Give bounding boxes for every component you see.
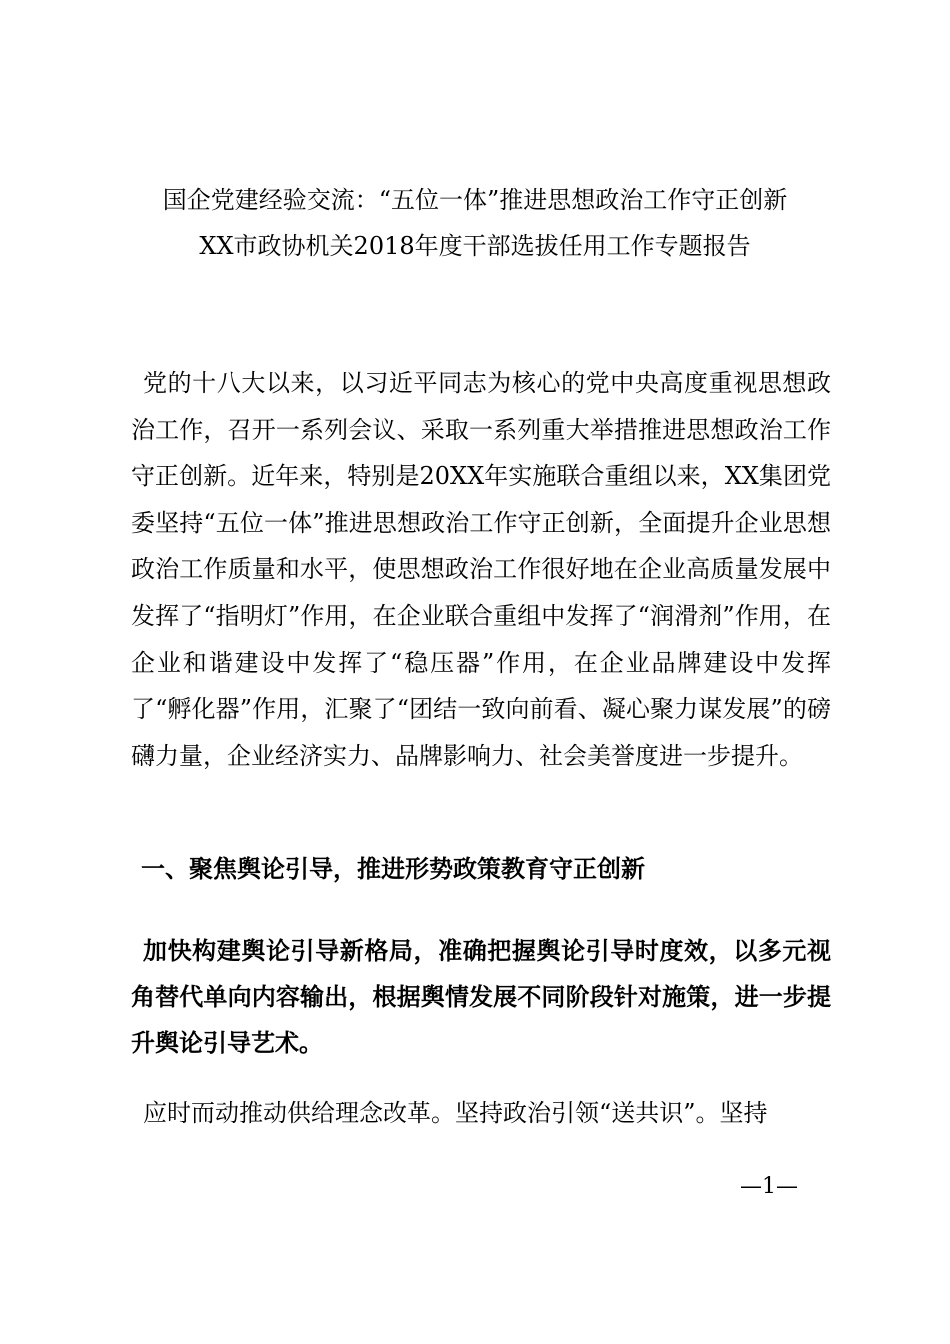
document-title-line-1: 国企党建经验交流：“五位一体”推进思想政治工作守正创新 — [162, 186, 788, 214]
section-heading-1: 一、聚焦舆论引导，推进形势政策教育守正创新 — [141, 855, 645, 883]
intro-paragraph: 党的十八大以来，以习近平同志为核心的党中央高度重视思想政治工作，召开一系列会议、采取一系列重大举措推进思想政治工作守正创新。近年来，特别是20XX年实施联合重组以来，XX集团党委坚持“五位一体”推进思想政治工作守正创新，全面提升企业思想政治工作质量和水平，使思想政治工作很好地在企业高质量发展中发挥了“指明灯”作用，在企业联合重组中发挥了“润滑剂”作用，在企业和谐建设中发挥了“稳压器”作用，在企业品牌建设中发挥了“孵化器”作用，汇聚了“团结一致向前看、凝心聚力谋发展”的磅礴力量，企业经济实力、品牌影响力、社会美誉度进一步提升。 — [131, 369, 831, 770]
section-1-paragraph: 应时而动推动供给理念改革。坚持政治引领“送共识”。坚持 — [143, 1099, 768, 1127]
section-1-bold-paragraph: 加快构建舆论引导新格局，准确把握舆论引导时度效，以多元视角替代单向内容输出，根据舆情发展不同阶段针对施策，进一步提升舆论引导艺术。 — [131, 937, 831, 1057]
page-number: —1— — [740, 1174, 798, 1199]
document-title-line-2: XX市政协机关2018年度干部选拔任用工作专题报告 — [199, 232, 751, 260]
